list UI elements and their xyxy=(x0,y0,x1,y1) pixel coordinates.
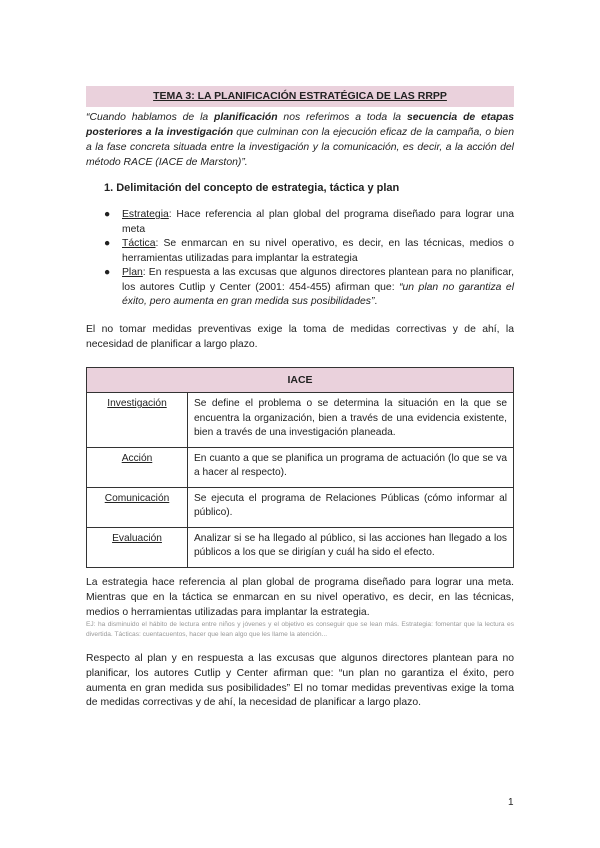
paragraph-preventive: El no tomar medidas preventivas exige la toma de medidas correctivas y de ahí, la necesidad de planificar a largo plazo. xyxy=(86,324,514,350)
definition-tactic: : Se enmarcan en su nivel operativo, es decir, en las técnicas, medios o herramientas utilizadas para implantar la estrategia xyxy=(122,238,514,264)
paragraph-strategy: La estrategia hace referencia al plan global de programa diseñado para lograr una meta. Mientras que en la táctica se enmarcan en su nivel operativo, es decir, en las técnicas, medios o herramientas utilizadas para implantar la estrategia. xyxy=(86,577,514,618)
definition-strategy: : Hace referencia al plan global del programa diseñado para lograr una meta xyxy=(122,209,514,235)
bullet-icon: ● xyxy=(104,209,111,220)
list-item-plan xyxy=(86,266,514,310)
table-row xyxy=(87,527,514,567)
intro-quote xyxy=(86,110,514,170)
intro-bold-2: secuencia de etapas posteriores a la investigación xyxy=(86,112,514,138)
plan-quote: “un plan no garantiza el éxito, pero aumenta en gran medida sus posibilidades” xyxy=(122,281,514,307)
table-row xyxy=(87,447,514,487)
term-strategy: Estrategia xyxy=(122,209,169,220)
title-banner xyxy=(86,86,514,107)
table-header-row xyxy=(87,368,514,393)
table-header: IACE xyxy=(87,368,514,393)
page-number: 1 xyxy=(508,797,514,808)
table-row xyxy=(87,487,514,527)
page-title: TEMA 3: LA PLANIFICACIÓN ESTRATÉGICA DE LAS RRPP xyxy=(153,90,447,102)
term-tactic: Táctica xyxy=(122,238,156,249)
intro-text-1: “Cuando hablamos de la xyxy=(86,112,215,123)
table-cell-key: Comunicación xyxy=(87,487,188,527)
table-cell-key: Acción xyxy=(87,447,188,487)
table-row xyxy=(87,393,514,448)
definition-plan-end: . xyxy=(374,296,378,307)
intro-text-2: nos referimos a toda la xyxy=(277,112,407,123)
intro-text-3: que culminan con la ejecución eficaz de la campaña, o bien a la fase concreta situada entre la investigación y la comunicación, es decir, a la acción del método RACE (IACE de Marston)”. xyxy=(86,127,514,168)
section-heading: 1. Delimitación del concepto de estrategia, táctica y plan xyxy=(104,182,400,194)
paragraph-plan: Respecto al plan y en respuesta a las excusas que algunos directores plantean para no planificar, los autores Cutlip y Center afirman que: “un plan no garantiza el éxito, pero aumenta en gran medida sus posibilidades” El no tomar medidas preventivas exige la toma de medidas correctivas y de ahí, la necesidad de planificar a largo plazo. xyxy=(86,653,514,709)
bullet-icon: ● xyxy=(104,238,111,249)
iace-table xyxy=(86,367,514,568)
definition-plan: : En respuesta a las excusas que algunos directores plantean para no planificar, los autores Cutlip y Center (2001: 454-455) afirman que: xyxy=(122,267,514,293)
intro-bold-1: planificación xyxy=(214,112,278,123)
table-cell-key: Investigación xyxy=(87,393,188,448)
table-cell-value: Se ejecuta el programa de Relaciones Públicas (cómo informar al público). xyxy=(188,487,514,527)
list-item-tactic xyxy=(86,237,514,266)
table-cell-key: Evaluación xyxy=(87,527,188,567)
example-note: EJ: ha disminuido el hábito de lectura entre niños y jóvenes y el objetivo es conseguir que se lean más. Estrategia: fomentar que la lectura es divertida. Tácticas: cuentacuentos, hacer que lean algo que les llame la atención... xyxy=(86,621,514,638)
table-cell-value: Se define el problema o se determina la situación en la que se encuentra la organización, bien a través de una evidencia existente, bien a través de una investigación planeada. xyxy=(188,393,514,448)
table-cell-value: Analizar si se ha llegado al público, si las acciones han llegado a los públicos a los que se dirigían y cuál ha sido el efecto. xyxy=(188,527,514,567)
table-cell-value: En cuanto a que se planifica un programa de actuación (lo que se va a hacer al respecto). xyxy=(188,447,514,487)
bullet-icon: ● xyxy=(104,267,111,278)
term-plan: Plan xyxy=(122,267,143,278)
definition-list xyxy=(86,208,514,310)
list-item-strategy xyxy=(86,208,514,237)
